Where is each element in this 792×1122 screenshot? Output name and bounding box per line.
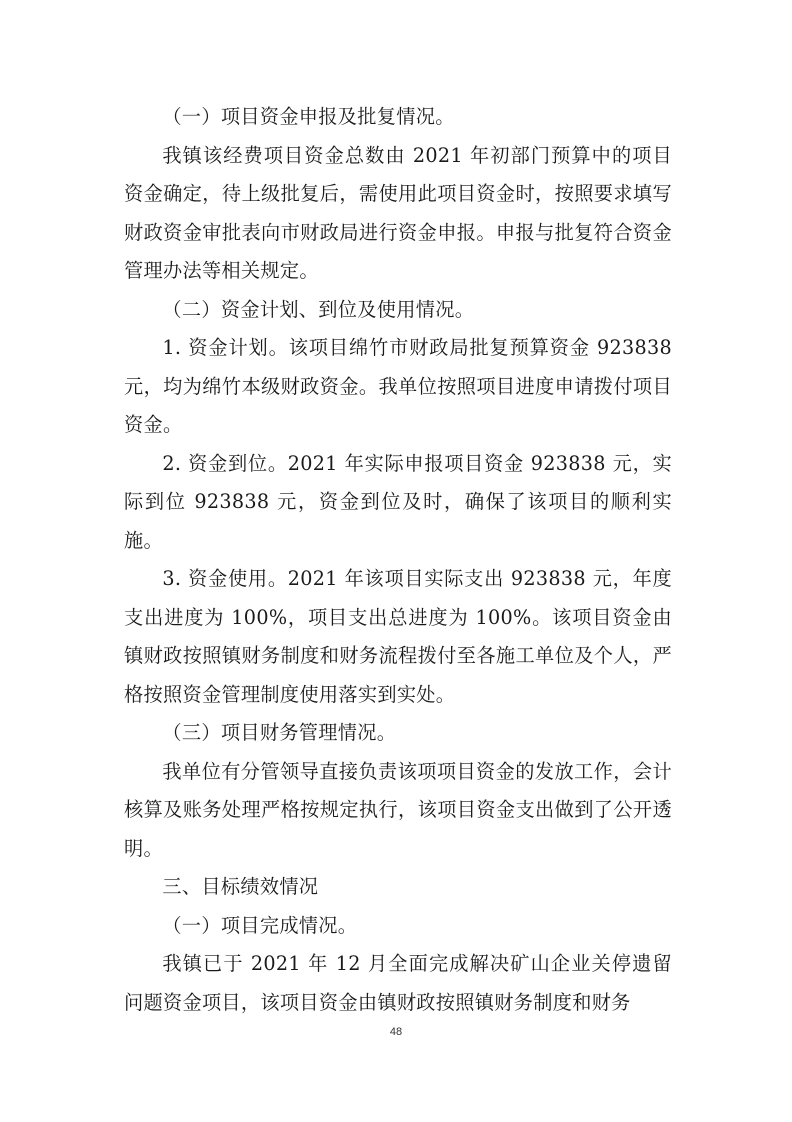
paragraph-funding-source: 我镇该经费项目资金总数由 2021 年初部门预算中的项目资金确定，待上级批复后，需使用此项目资金时，按照要求填写财政资金审批表向市财政局进行资金申报。申报与批复符合资金管理办法等相关规定。 [124, 143, 672, 282]
paragraph-fund-plan: 1. 资金计划。该项目绵竹市财政局批复预算资金 923838 元，均为绵竹本级财政资金。我单位按照项目进度申请拨付项目资金。 [124, 336, 672, 436]
subheading-application-approval: （一）项目资金申报及批复情况。 [162, 105, 455, 128]
page-number: 48 [389, 1026, 403, 1038]
paragraph-financial-management: 我单位有分管领导直接负责该项项目资金的发放工作，会计核算及账务处理严格按规定执行，该项目资金支出做到了公开透明。 [124, 759, 672, 860]
paragraph-fund-arrival: 2. 资金到位。2021 年实际申报项目资金 923838 元，实际到位 923838 元，资金到位及时，确保了该项目的顺利实施。 [124, 451, 672, 552]
subheading-financial-management: （三）项目财务管理情况。 [162, 721, 397, 744]
section-heading-performance: 三、目标绩效情况 [162, 875, 319, 898]
body-text [124, 98, 672, 1022]
subheading-project-completion: （一）项目完成情况。 [162, 913, 358, 937]
paragraph-fund-usage: 3. 资金使用。2021 年该项目实际支出 923838 元，年度支出进度为 100%，项目支出总进度为 100%。该项目资金由镇财政按照镇财务制度和财务流程拨付至各施工单位及个人，严格按照资金管理制度使用落实到实处。 [124, 567, 672, 706]
paragraph-project-completion: 我镇已于 2021 年 12 月全面完成解决矿山企业关停遗留问题资金项目，该项目资金由镇财政按照镇财务制度和财务 [124, 952, 672, 1014]
subheading-fund-plan-usage: （二）资金计划、到位及使用情况。 [162, 297, 475, 321]
